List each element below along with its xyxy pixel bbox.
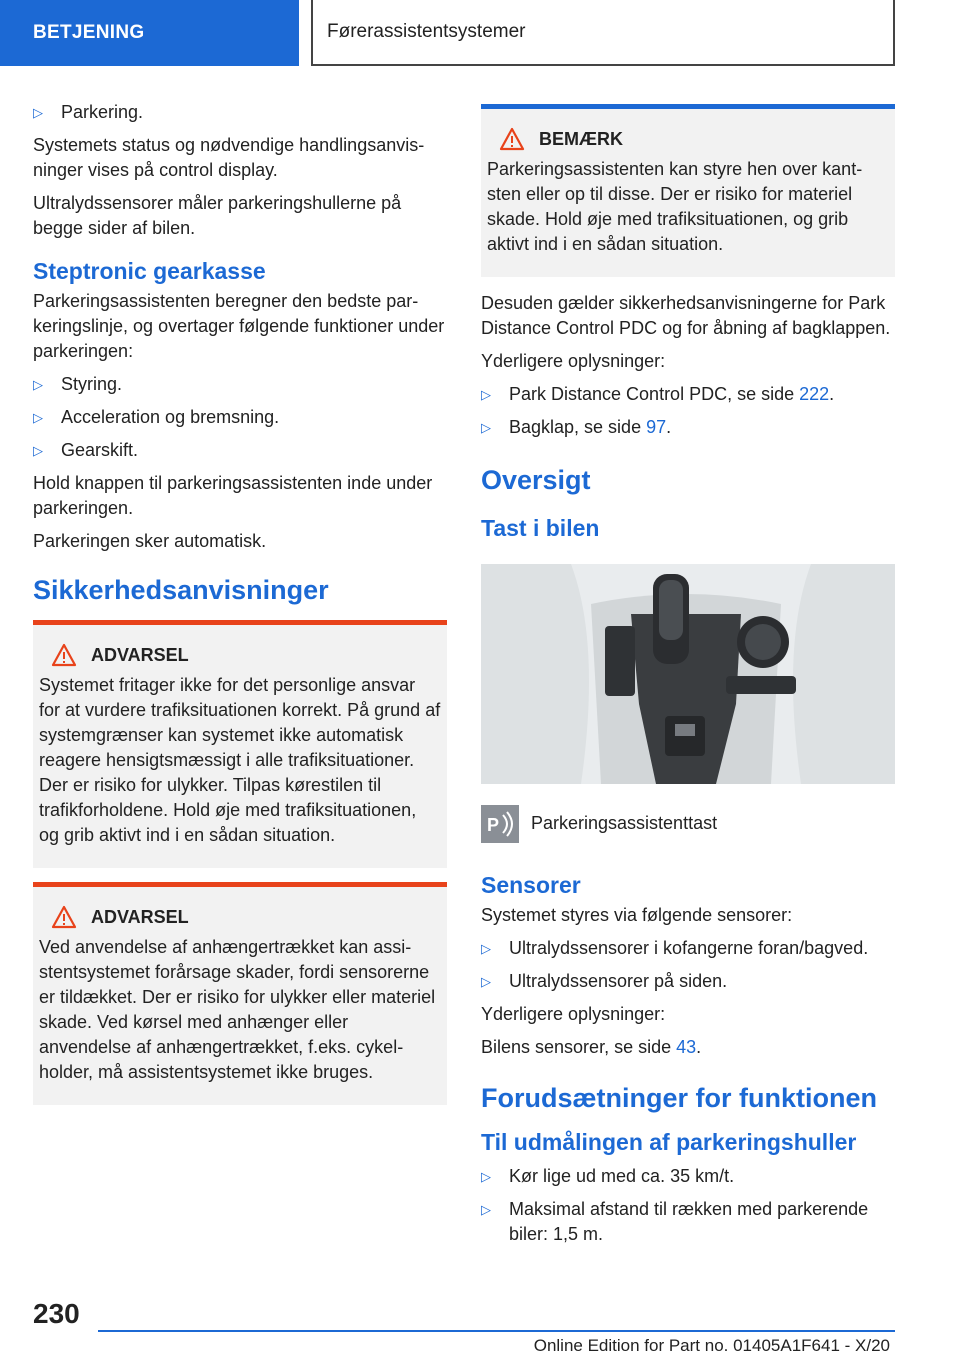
triangle-bullet-icon: ▷ <box>33 105 43 120</box>
list-item-text: Kør lige ud med ca. 35 km/t. <box>509 1166 735 1186</box>
list-item-text: Styring. <box>61 374 123 394</box>
warning-box <box>33 620 447 868</box>
warning-text: Systemet fritager ikke for det personlige ansvar for at vurdere trafiksituationen korrekt. På grund af systemgrænser kan systemet ikke automatisk reagere hensigtsmæssigt i alle trafiksituationer. Der er risiko for ulykker. Tilpas kørestilen til trafikforholdene. Hold øje med trafiksituationen, og grib aktivt ind i en sådan situation. <box>39 675 441 845</box>
list-item-text: Bagklap, se side 97. <box>509 417 672 437</box>
list-item-text: Ultralydssensorer i kofangerne foran/bagved. <box>509 938 869 958</box>
center-console-photo <box>481 564 895 784</box>
note-title <box>499 127 889 151</box>
figure-caption <box>481 805 895 843</box>
warning-title-text: ADVARSEL <box>91 644 189 665</box>
warning-triangle-icon <box>51 643 77 667</box>
warning-triangle-icon <box>51 905 77 929</box>
page-link-222[interactable]: 222 <box>799 384 830 404</box>
chapter-title[interactable]: Førerassistentsystemer <box>311 0 895 66</box>
page-header <box>0 0 960 66</box>
warning-text: Ved anvendelse af anhængertrækket kan assistentsystemet forårsage skader, fordi sensorerne er tildækket. Der er risiko for ulykker eller materiel skade. Ved kørsel med anhænger eller anvendelse af anhængertrækket, f.eks. cykelholder, må assistentsystemet ikke bruges. <box>39 937 436 1082</box>
paragraph: Systemets status og nødvendige handlingsanvisninger vises på control display. <box>33 135 425 180</box>
paragraph: Parkeringsassistenten beregner den bedste parkeringslinje, og overtager følgende funktioner under parkeringen: <box>33 291 445 361</box>
reference-text: Park Distance Control PDC, se side <box>509 384 800 404</box>
reference-text: Bilens sensorer, se side <box>481 1037 677 1057</box>
page-link-43[interactable]: 43 <box>676 1037 697 1057</box>
footer-divider <box>98 1330 895 1332</box>
svg-text:P: P <box>487 815 500 835</box>
warning-triangle-icon <box>499 127 525 151</box>
edition-text: Online Edition for Part no. 01405A1F641 - X/20 <box>533 1336 890 1355</box>
right-column <box>481 100 895 1255</box>
triangle-bullet-icon: ▷ <box>33 443 43 458</box>
caption-text: Parkeringsassistenttast <box>531 813 718 833</box>
page-number: 230 <box>33 1298 80 1329</box>
paragraph: Yderligere oplysninger: <box>481 351 666 371</box>
heading-prerequisites: Forudsætninger for funktionen <box>481 1083 877 1113</box>
heading-measuring: Til udmålingen af parkeringshuller <box>481 1129 857 1155</box>
triangle-bullet-icon: ▷ <box>481 1169 491 1184</box>
list-item-text: Parkering. <box>61 102 144 122</box>
heading-button-in-car: Tast i bilen <box>481 515 600 541</box>
triangle-bullet-icon: ▷ <box>481 941 491 956</box>
triangle-bullet-icon: ▷ <box>33 377 43 392</box>
heading-overview: Oversigt <box>481 465 591 495</box>
warning-title-text: ADVARSEL <box>91 906 189 927</box>
list-item <box>481 969 895 994</box>
triangle-bullet-icon: ▷ <box>33 410 43 425</box>
note-title-text: BEMÆRK <box>539 128 623 149</box>
list-item <box>481 936 895 961</box>
heading-sensors: Sensorer <box>481 872 581 898</box>
list-item <box>481 382 895 407</box>
list-item-text: Maksimal afstand til rækken med parkerende biler: 1,5 m. <box>509 1199 869 1244</box>
list-item <box>481 1164 895 1189</box>
list-item <box>33 438 447 463</box>
triangle-bullet-icon: ▷ <box>481 420 491 435</box>
reference-text: Bagklap, se side <box>509 417 647 437</box>
note-text: Parkeringsassistenten kan styre hen over kantsten eller op til disse. Der er risiko for materiel skade. Hold øje med trafiksituationen, og grib aktivt ind i en sådan situation. <box>487 159 863 254</box>
triangle-bullet-icon: ▷ <box>481 387 491 402</box>
list-item-text: Park Distance Control PDC, se side 222. <box>509 384 835 404</box>
park-assist-button-icon <box>481 805 519 843</box>
heading-safety: Sikkerhedsanvisninger <box>33 575 329 605</box>
warning-box <box>33 882 447 1105</box>
paragraph: Hold knappen til parkeringsassistenten inde under parkeringen. <box>33 473 433 518</box>
paragraph: Bilens sensorer, se side 43. <box>481 1037 702 1057</box>
section-tab[interactable]: BETJENING <box>0 0 299 66</box>
list-item <box>481 415 895 440</box>
paragraph: Ultralydssensorer måler parkeringshullerne på begge sider af bilen. <box>33 193 402 238</box>
heading-steptronic: Steptronic gearkasse <box>33 258 266 284</box>
warning-title <box>51 643 441 667</box>
triangle-bullet-icon: ▷ <box>481 974 491 989</box>
list-item <box>33 405 447 430</box>
paragraph: Systemet styres via følgende sensorer: <box>481 905 793 925</box>
list-item <box>481 1197 895 1247</box>
paragraph: Yderligere oplysninger: <box>481 1004 666 1024</box>
paragraph: Parkeringen sker automatisk. <box>33 531 267 551</box>
list-item <box>33 372 447 397</box>
list-item <box>33 100 447 125</box>
list-item-text: Acceleration og bremsning. <box>61 407 280 427</box>
left-column <box>33 100 447 1119</box>
note-box <box>481 104 895 277</box>
triangle-bullet-icon: ▷ <box>481 1202 491 1217</box>
list-item-text: Gearskift. <box>61 440 139 460</box>
page-link-97[interactable]: 97 <box>646 417 667 437</box>
paragraph: Desuden gælder sikkerhedsanvisningerne for Park Distance Control PDC og for åbning af bagklappen. <box>481 293 891 338</box>
list-item-text: Ultralydssensorer på siden. <box>509 971 728 991</box>
warning-title <box>51 905 441 929</box>
